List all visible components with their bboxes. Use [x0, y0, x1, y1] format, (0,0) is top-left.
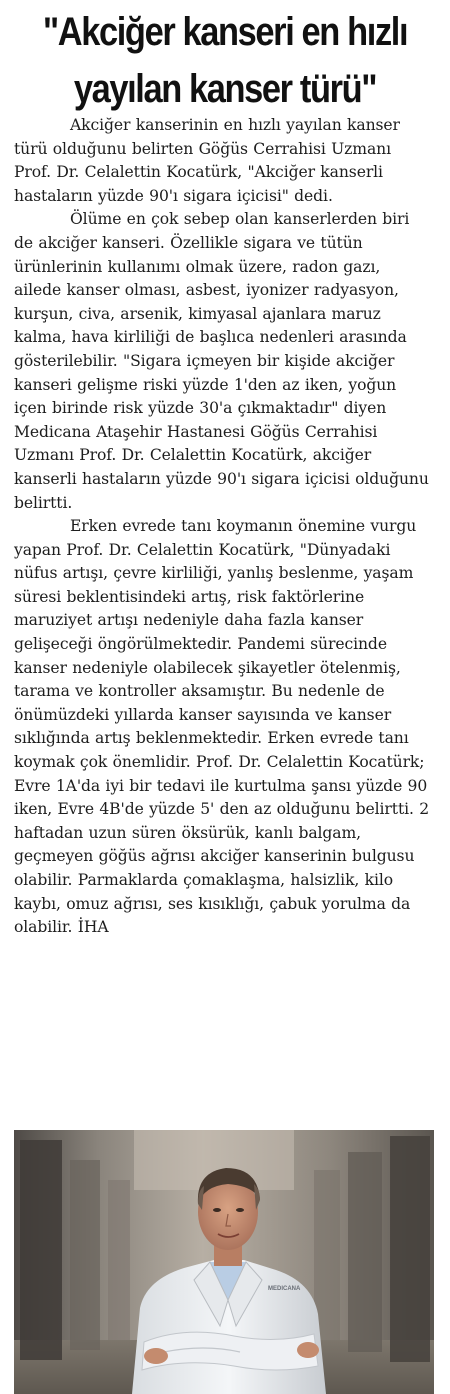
doctor-photo-illustration: [14, 1130, 434, 1394]
paragraph-3: Erken evrede tanı koymanın önemine vurgu yapan Prof. Dr. Celalettin Kocatürk, "Dünyadaki nüfus artışı, çevre kirliliği, yanlış beslenme, yaşam süresi beklentisindeki artış, risk faktörlerine maruziyet artışı nedeniyle daha fazla kanser gelişeceği öngörülmektedir. Pandemi sürecinde kanser nedeniyle olabilecek şikayetler ötelenmiş, tarama ve kontroller aksamıştır. Bu nedenle de önümüzdeki yıllarda kanser sayısında ve kanser sıklığında artış beklenmektedir. Erken evrede tanı koymak çok önemlidir. Prof. Dr. Celalettin Kocatürk; Evre 1A'da iyi bir tedavi ile kurtulma şansı yüzde 90 iken, Evre 4B'de yüzde 5' den az olduğunu belirtti. 2 haftadan uzun süren öksürük, kanlı balgam, geçmeyen göğüs ağrısı akciğer kanserinin bulgusu olabilir. Parmaklarda çomaklaşma, halsizlik, kilo kaybı, omuz ağrısı, ses kısıklığı, çabuk yorulma da olabilir. İHA: [14, 517, 430, 937]
headline: [37, 4, 414, 118]
left-eye: [213, 1208, 221, 1212]
doctor-photo: [14, 1130, 434, 1394]
right-door: [390, 1136, 430, 1362]
paragraph-1: Akciğer kanserinin en hızlı yayılan kanser türü olduğunu belirten Göğüs Cerrahisi Uzmanı Prof. Dr. Celalettin Kocatürk, "Akciğer kanserli hastaların yüzde 90'ı sigara içicisi" dedi.: [14, 116, 400, 205]
left-door: [20, 1140, 62, 1360]
article-body: [14, 114, 432, 940]
paragraph-2: Ölüme en çok sebep olan kanserlerden biri de akciğer kanseri. Özellikle sigara ve tütün ürünlerinin kullanımı olmak üzere, radon gazı, ailede kanser olması, asbest, iyonizer radyasyon, kurşun, civa, arsenik, kimyasal ajanlara maruz kalma, hava kirliliği de başlıca nedenleri arasında gösterilebilir. "Sigara içmeyen bir kişide akciğer kanseri gelişme riski yüzde 1'den az iken, yoğun içen birinde risk yüzde 30'a çıkmaktadır" diyen Medicana Ataşehir Hastanesi Göğüs Cerrahisi Uzmanı Prof. Dr. Celalettin Kocatürk, akciğer kanserli hastaların yüzde 90'ı sigara içicisi olduğunu belirtti.: [14, 210, 429, 512]
left-wall-panel-far: [108, 1180, 130, 1340]
left-hand: [144, 1348, 168, 1364]
right-eye: [236, 1208, 244, 1212]
right-wall-panel: [348, 1152, 382, 1352]
headline-line-2: yayılan kanser türü": [73, 67, 377, 111]
coat-logo: MEDICANA: [268, 1286, 301, 1292]
headline-line-1: "Akciğer kanseri en hızlı: [42, 10, 408, 54]
right-hand: [297, 1342, 319, 1358]
left-wall-panel: [70, 1160, 100, 1350]
